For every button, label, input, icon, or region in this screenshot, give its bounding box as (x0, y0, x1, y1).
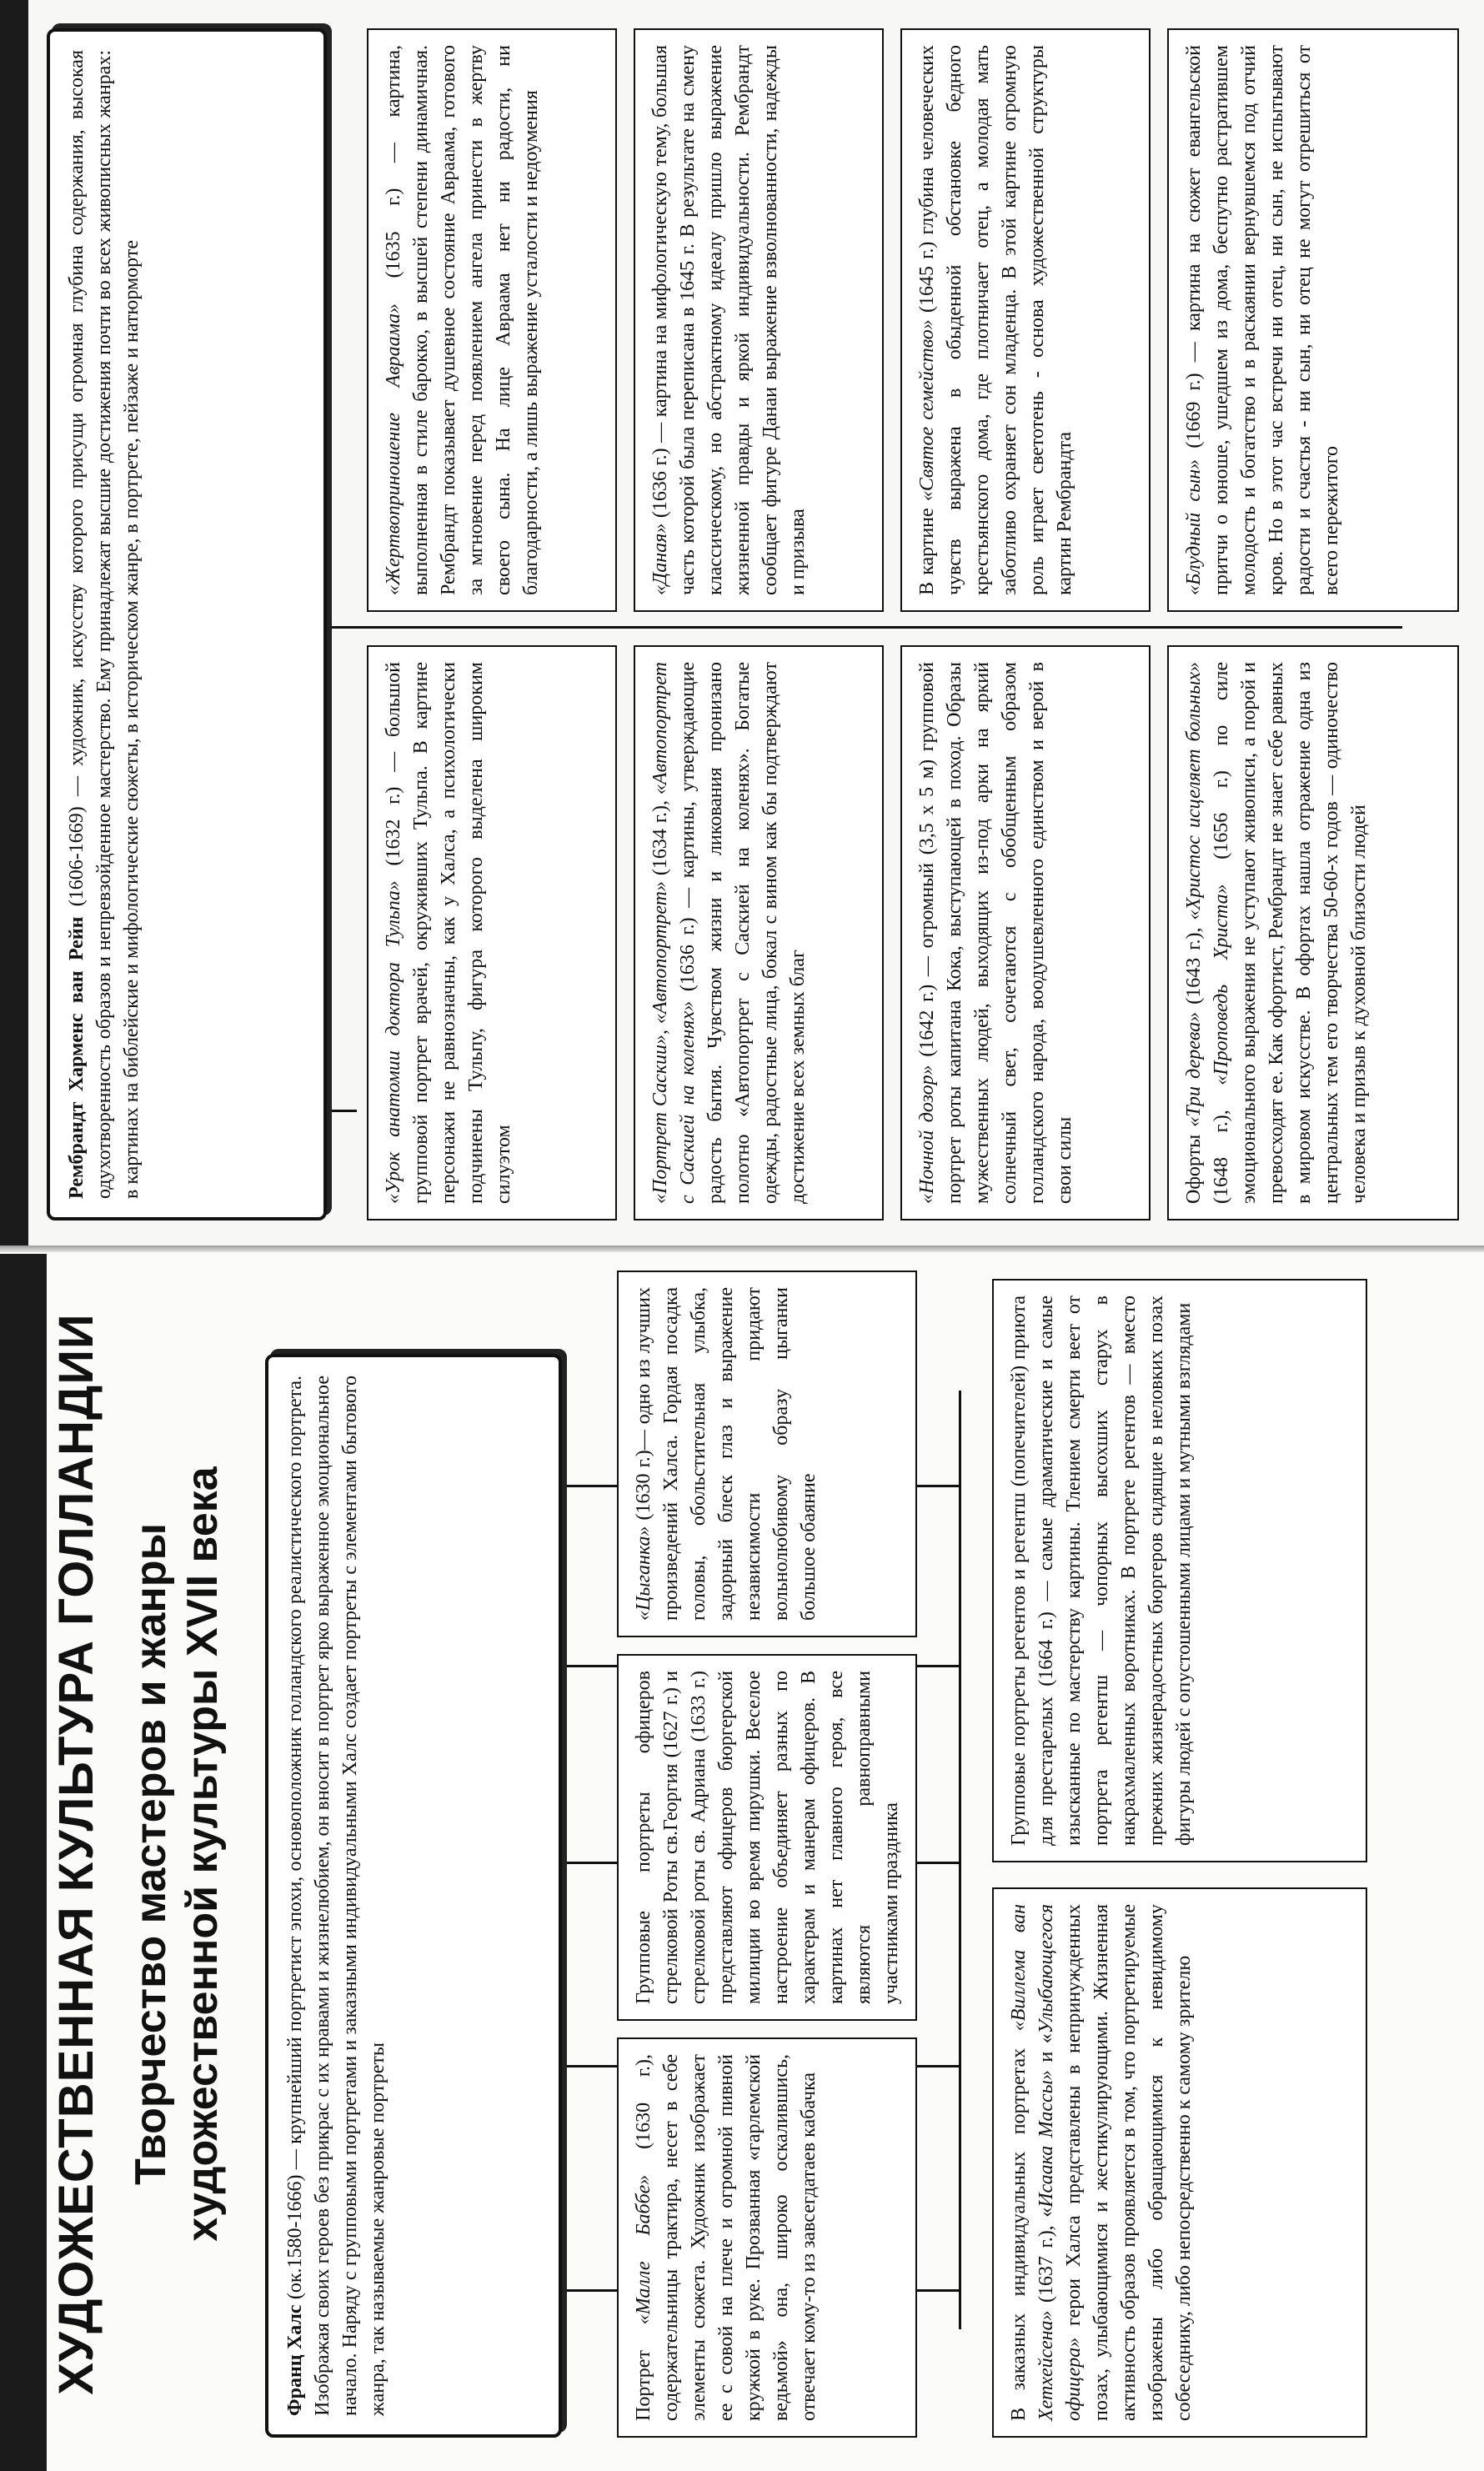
prodigal-box (1167, 28, 1459, 612)
subtitle-line-1: Творчество мастеров и жанры (127, 1523, 175, 2185)
nightwatch-text: (1642 г.) — огромный (3,5 х 5 м) групповой портрет роты капитана Кока, выступающей в поход. Образы мужественных людей, выходящих из-под арки на яркий солнечный свет, сочетаются с обобщенным образом голландского народа, воодушевленного единством и верой в свои силы (916, 661, 1075, 1204)
danae-box (634, 28, 884, 612)
abraham-title: «Жертвоприношение Авраама» (383, 303, 404, 595)
saskia-p1: , (649, 1024, 671, 1035)
holyfamily-p1: В картине (916, 501, 938, 595)
connector-top (327, 1110, 357, 1112)
gypsy-text: (1630 г.)— одно из лучших произведений Халса. Гордая посадка головы, обольстительная улыбка, задорный блеск глаз и выражение независимости придают вольнолюбивому образу цыганки большое обаяние (633, 1287, 820, 1621)
individual-work-1: «Виллема ван Хетхейсена» (1008, 1903, 1057, 2421)
anatomy-text: (1632 г.) — большой групповой портрет врачей, окруживших Тульпа. В картине персонажи не равнозначны, как у Халса, а психологически подчинены Тульпу, фигура которого выделена широким силуэтом (383, 661, 514, 1204)
hals-malle-box (617, 2037, 917, 2438)
saskia-work-1: «Портрет Саскии» (649, 1035, 671, 1204)
malle-text: (1630 г.), содержательницы трактира, несет в себе элементы сюжета. Художник изображает ее с совой на плече и огромной пивной кружкой в руке. Прозванная «гарлемской ведьмой» она, широко оскалившись, отвечает кому-то из завсегдатаев кабачка (633, 2053, 820, 2421)
danae-text: (1636 г.) — картина на мифологическую тему, большая часть которой была переписана в 1645 г. В результате на смену классическому, но абстрактному идеалу пришло выражение жизненной правды и яркой индивидуальности. Рембрандт сообщает фигуре Данаи выражение взволнованности, надежды и призыва (649, 45, 809, 595)
individual-p2: (1637 г.), « (1035, 2207, 1057, 2311)
saskia-box (634, 645, 884, 1220)
left-page (0, 1246, 1484, 2471)
holyfamily-text: (1645 г.) глубина человеческих чувств выражена в обыденной обстановке бедного крестьянского дома, где плотничает отец, а молодая мать заботливо охраняет сон младенца. В этой картине огромную роль играет светотень - основа художественной структуры картин Рембрандта (916, 45, 1075, 595)
individual-work-2: Исаака Массы» (1035, 2070, 1057, 2208)
hals-gypsy-box (617, 1271, 917, 1637)
individual-p3: и « (1035, 2033, 1057, 2071)
anatomy-title: «Урок анатомии доктора Тульпа» (383, 880, 404, 1204)
connector-branch (959, 1391, 961, 2329)
etchings-box (1167, 645, 1459, 1220)
abraham-text: (1635 г.) — картина, выполненная в стиле барокко, в высшей степени динамичная. Рембрандт показывает душевное состояние Авраама, готового за мгновение перед появлением ангела принести в жертву своего сына. На лице Авраама нет ни радости, ни благодарности, а лишь выражение усталости и недоумения (383, 45, 542, 595)
rembrandt-name: Рембрандт Харменс ван Рейн (66, 916, 88, 1199)
individual-work-3: Улыбающегося офицера» (1035, 1904, 1085, 2421)
right-top-bar (0, 0, 28, 1246)
malle-prefix: Портрет (633, 2324, 654, 2421)
individual-p1: В заказных индивидуальных портретах (1008, 2031, 1030, 2421)
etchings-p4: (1656 г.) по силе эмоционального выражения не уступают живописи, а порой и превосходят ее. Как офортист, Рембрандт не знает себе равных в мировом искусстве. В офортах нашла отражение одна из центральных тем его творчества 50-60-х годов — одиночество человека и призыв к духовной близости людей (1211, 662, 1370, 1204)
page-title: ХУДОЖЕСТВЕННАЯ КУЛЬТУРА ГОЛЛАНДИИ (49, 1313, 103, 2395)
title-bar (0, 1254, 47, 2471)
abraham-box (367, 28, 617, 612)
etchings-work-2: «Христос исцеляет больных» (1183, 662, 1205, 920)
saskia-p3: (1636 г.) — картины, утверждающие радость бытия. Чувством жизни и ликования пронизано полотно «Автопортрет с Саскией на коленях». Богатые одежды, радостные лица, бокал с вином как бы подтверждают достижение всех земных благ (677, 662, 809, 1204)
nightwatch-box (900, 645, 1151, 1220)
rembrandt-intro-box (47, 28, 327, 1220)
danae-title: «Даная» (649, 523, 671, 595)
subtitle-line-2: художественной культуры XVII века (178, 1466, 227, 2242)
etchings-p1: Офорты (1183, 1126, 1205, 1204)
holyfamily-box (900, 28, 1151, 612)
saskia-work-2: «Автопортрет» (649, 880, 671, 1025)
saskia-p2: (1634 г.), (649, 794, 671, 881)
hals-intro-box (265, 1354, 562, 2438)
connector-spine (327, 626, 1402, 629)
hals-group-portraits-box (617, 1654, 917, 2021)
malle-title: «Малле Баббе» (633, 2174, 654, 2325)
etchings-p2: (1643 г.), (1183, 920, 1205, 1012)
hals-name: Франц Халс (284, 2304, 306, 2416)
rembrandt-intro-text: (1606-1669) — художник, искусству которого присущи огромная глубина содержания, высокая одухотворенность образов и непревзойденное мастерство. Ему принадлежат высшие достижения почти во всех живописных жанрах: в картинах на библейские и мифологические сюжеты, в историческом жанре, в портрете, пейзаже и натюрморте (66, 50, 143, 1199)
saskia-work-3: «Автопортрет с Саскией на коленях» (649, 662, 699, 1204)
regents-text: Групповые портреты регентов и регентш (попечителей) приюта для престарелых (1664 г.) — самые драматические и самые изысканные по мастерству картины. Тлением смерти веет от портрета регентш — чопорных высохших старух в накрахмаленных воротниках. В портрете регентов — вместо прежних жизнерадостных бюргеров сидящие в неловких позах фигуры людей с опустошенными лицами и мутными взглядами (1008, 1296, 1195, 1846)
hals-group-portraits-text: Групповые портреты офицеров стрелковой Роты св.Георгия (1627 г.) и стрелковой роты св. Адриана (1633 г.) представляют офицеров бюргерской милиции во время пирушки. Веселое настроение объединяет разных по характерам и манерам офицеров. В картинах нет главного героя, все являются равноправными участниками праздника (633, 1671, 902, 2004)
hals-regents-box (992, 1279, 1367, 1862)
hals-intro-text: (ок.1580-1666) — крупнейший портретист эпохи, основоположник голландского реалистического портрета. Изображая своих героев без прикрас с их нравами и жизнелюбием, он вносит в портрет ярко выраженное эмоциональное начало. Наряду с групповыми портретами и заказными индивидуальными Халс создает портреты с элементами бытового жанра, так называемые жанровые портреты (284, 1375, 389, 2416)
hals-individual-box (992, 1887, 1367, 2438)
prodigal-text: (1669 г.) — картина на сюжет евангельской притчи о юноше, ушедшем из дома, беспутно растратившем молодость и богатство и в раскаянии вернувшемся под отчий кров. Но в этот час встречи ни отец, ни сын, не испытывают радости и счастья - ни сын, ни отец не могут отрешиться от всего пережитого (1183, 44, 1342, 595)
prodigal-title: «Блудный сын» (1183, 459, 1205, 595)
holyfamily-title: «Святое семейство» (916, 319, 938, 502)
etchings-p3: (1648 г.), (1211, 1085, 1232, 1204)
anatomy-box (367, 645, 617, 1220)
etchings-work-3: «Проповедь Христа» (1211, 884, 1232, 1085)
individual-p4: герои Халса представлены в непринужденных позах, улыбающимися и жестикулирующими. Жизненная активность образов проявляется в том, что портретируемые изображены либо обращающимися к невидимому собеседнику, либо непосредственно к самому зрителю (1063, 1904, 1195, 2421)
gypsy-title: «Цыганка» (633, 1526, 654, 1621)
etchings-work-1: «Три дерева» (1183, 1011, 1205, 1127)
nightwatch-title: «Ночной дозор» (916, 1065, 938, 1204)
page-subtitle (125, 1262, 228, 2446)
